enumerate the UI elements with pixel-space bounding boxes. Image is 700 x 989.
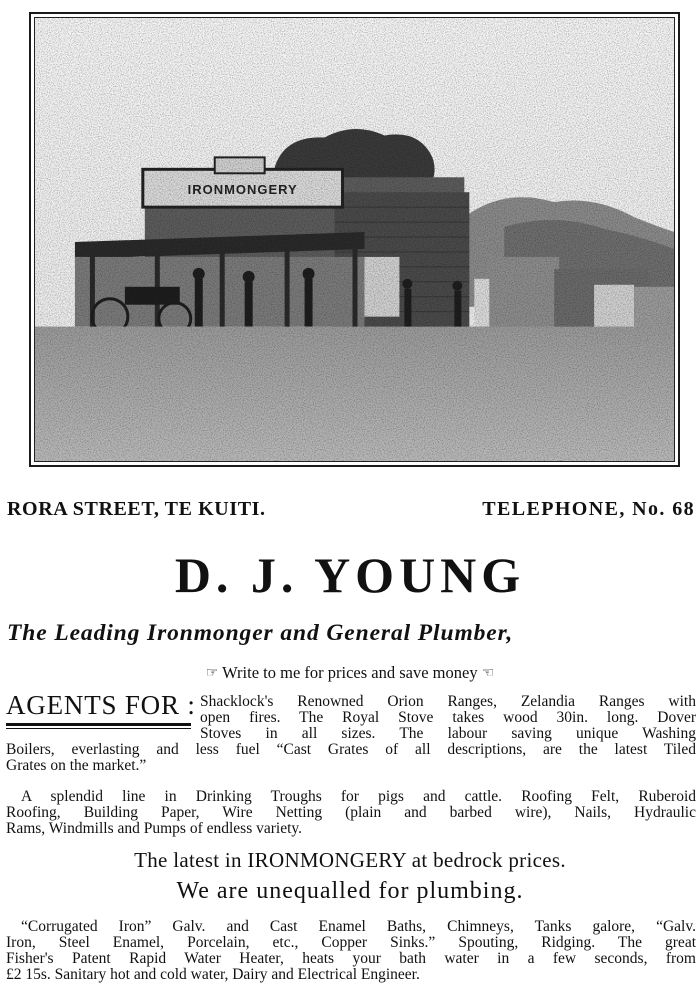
troughs-paragraph xyxy=(6,789,696,837)
write-line-text: Write to me for prices and save money xyxy=(222,663,478,682)
shop-sign-text: IRONMONGERY xyxy=(187,182,298,198)
closing-line: “Corrugated Iron” Galv. and Cast Enamel Baths, Chimneys, Tanks galore, “Galv. xyxy=(21,918,696,935)
agents-underline xyxy=(6,723,191,726)
agents-continuation-line: Boilers, everlasting and less fuel “Cast Grates of all descriptions, are the latest Tiled xyxy=(6,741,696,758)
slogan-bedrock-prices: The latest in IRONMONGERY at bedrock prices. xyxy=(134,848,566,872)
agents-heading: AGENTS FOR : xyxy=(6,690,196,720)
slogan-plumbing: We are unequalled for plumbing. xyxy=(176,878,524,904)
telephone-label: TELEPHONE, No. xyxy=(482,498,666,520)
agents-line: Shacklock's Renowned Orion Ranges, Zelandia Ranges with xyxy=(200,693,696,710)
agents-continuation xyxy=(6,742,696,774)
troughs-line: Roofing, Building Paper, Wire Netting (plain and barbed wire), Nails, Hydraulic xyxy=(6,804,696,821)
closing-paragraph xyxy=(6,919,696,983)
merchant-name: D. J. YOUNG xyxy=(174,547,526,603)
closing-line: Fisher's Patent Rapid Water Heater, heats your bath water in a few seconds, from xyxy=(6,950,696,967)
agents-continuation-line: Grates on the market.” xyxy=(6,757,147,774)
telephone-number: 68 xyxy=(672,498,695,520)
agents-line: Stoves in all sizes. The labour saving unique Washing xyxy=(200,725,696,742)
photo-image xyxy=(35,18,674,461)
telephone xyxy=(482,498,695,521)
photo-inner xyxy=(34,17,675,462)
troughs-line: A splendid line in Drinking Troughs for pigs and cattle. Roofing Felt, Ruberoid xyxy=(21,788,696,805)
street-address: RORA STREET, TE KUITI. xyxy=(7,498,266,520)
agents-underline-thin xyxy=(6,728,191,729)
closing-line: Iron, Steel Enamel, Porcelain, etc., Copper Sinks.” Spouting, Ridging. The great xyxy=(6,934,696,951)
agents-line: open fires. The Royal Stove takes wood 30in. long. Dover xyxy=(200,709,696,726)
pointing-hand-left-icon: ☜ xyxy=(481,666,495,681)
write-line xyxy=(0,663,700,683)
tagline: The Leading Ironmonger and General Plumber, xyxy=(7,620,514,646)
closing-line: £2 15s. Sanitary hot and cold water, Dairy and Electrical Engineer. xyxy=(6,966,420,983)
shop-photograph xyxy=(29,12,680,467)
agents-list xyxy=(200,694,696,742)
pointing-hand-right-icon: ☞ xyxy=(205,666,219,681)
troughs-line: Rams, Windmills and Pumps of endless variety. xyxy=(6,820,303,837)
address-line xyxy=(7,498,695,521)
